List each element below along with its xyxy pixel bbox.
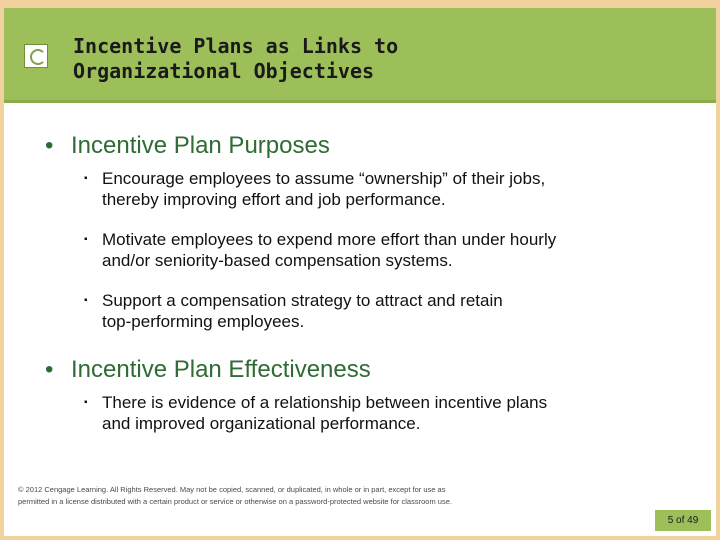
- title-bar-divider: [4, 100, 716, 103]
- copyright-notice: © 2012 Cengage Learning. All Rights Reserved. May not be copied, scanned, or duplicated, in whole or in part, except for use as permitted in a license distributed with a certain product or service or otherwise on a password-protected website for classroom use.: [18, 485, 452, 506]
- square-bullet-icon: ▪: [84, 234, 88, 245]
- bullet-icon: •: [45, 356, 54, 383]
- bullet-icon: •: [45, 132, 54, 159]
- square-bullet-icon: ▪: [84, 173, 88, 184]
- list-item-text: There is evidence of a relationship between incentive plans and improved organizational performance.: [102, 393, 548, 433]
- slide-title: Incentive Plans as Links to Organizational Objectives: [73, 34, 399, 83]
- section-heading-text: Incentive Plan Purposes: [71, 132, 330, 159]
- logo-icon: [24, 44, 48, 68]
- square-bullet-icon: ▪: [84, 397, 88, 408]
- list-item-text: Encourage employees to assume “ownership” of their jobs, thereby improving effort and job performance.: [102, 169, 546, 209]
- list-item-text: Motivate employees to expend more effort than under hourly and/or seniority-based compensation systems.: [102, 230, 557, 270]
- square-bullet-icon: ▪: [84, 295, 88, 306]
- page-number-badge: 5 of 49: [654, 509, 712, 532]
- list-item-text: Support a compensation strategy to attract and retain top-performing employees.: [102, 291, 503, 331]
- section-heading-text: Incentive Plan Effectiveness: [71, 356, 371, 383]
